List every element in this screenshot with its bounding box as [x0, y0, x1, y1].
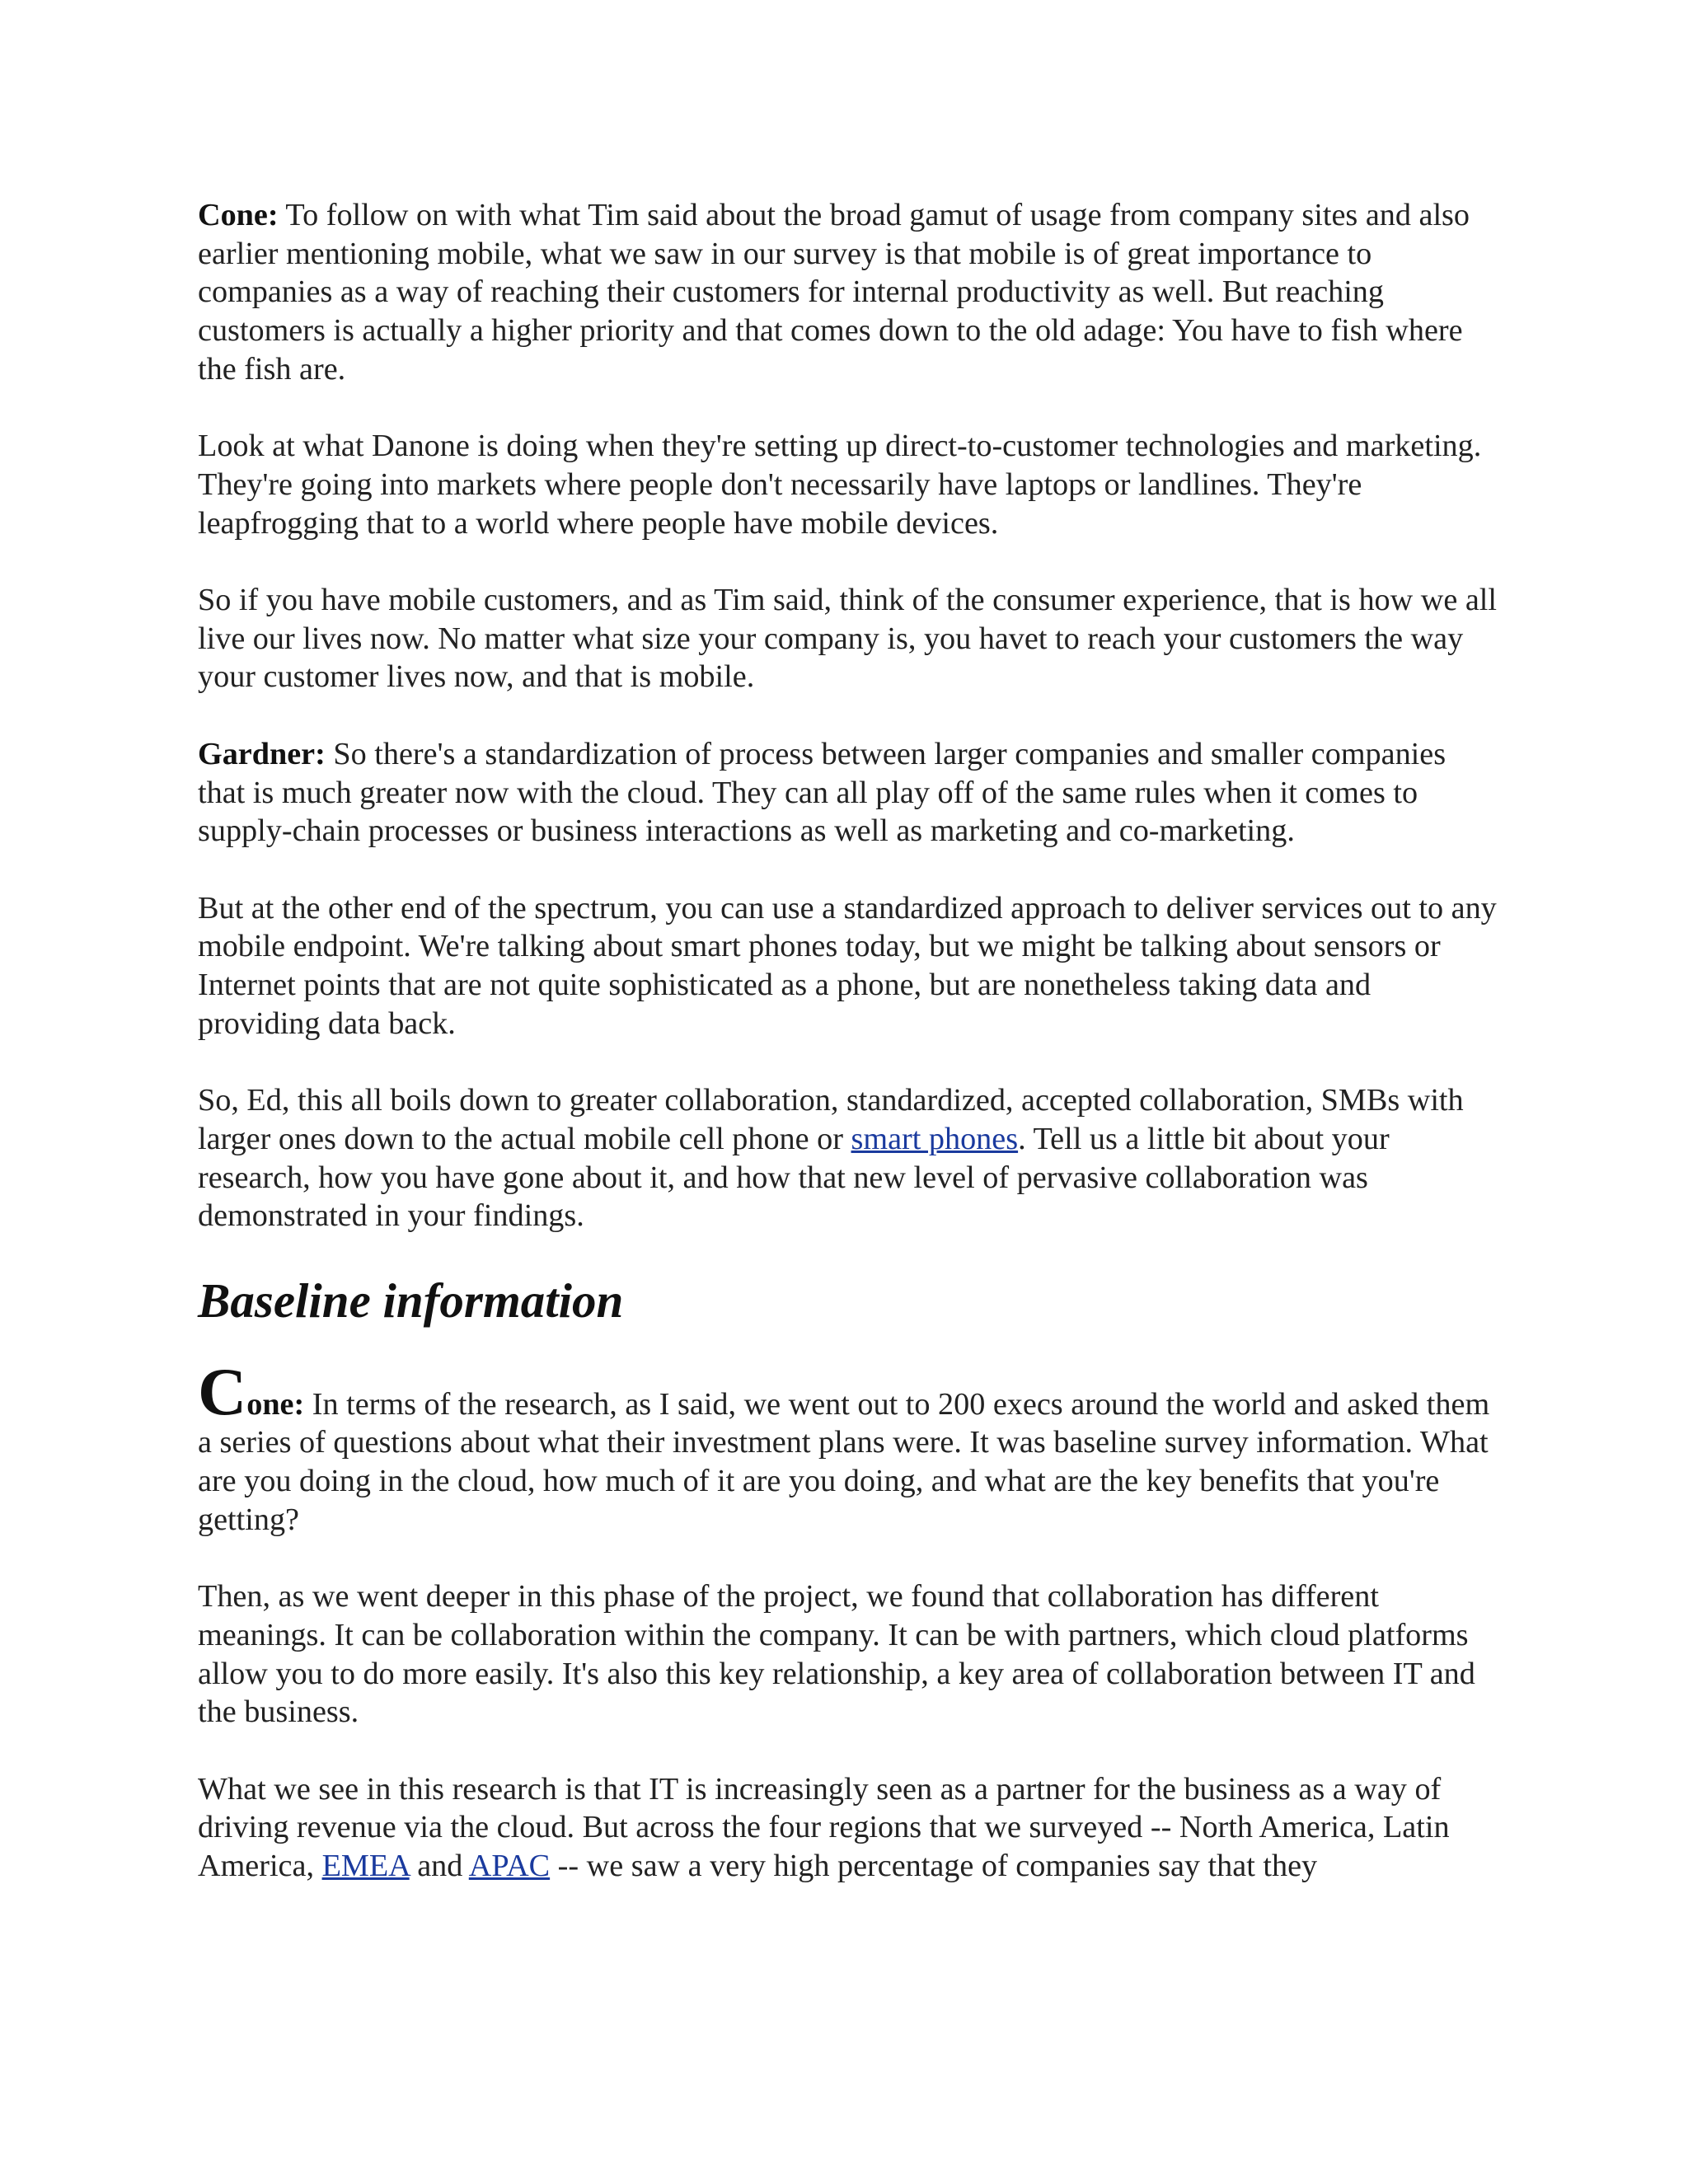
paragraph-text: But at the other end of the spectrum, you can use a standardized approach to deliver services out to any mobile endpoint. We're talking about smart phones today, but we might be talking about sensors or Internet points that are not quite sophisticated as a phone, but are nonetheless taking data and providing data back. — [198, 890, 1497, 1041]
section-heading: Baseline information — [198, 1272, 624, 1328]
paragraph-text: So, Ed, this all boils down to greater collaboration, standardized, accepted collaboration, SMBs with larger ones down to the actual mobile cell phone or — [198, 1083, 1464, 1156]
paragraph-text: Then, as we went deeper in this phase of the project, we found that collaboration has different meanings. It can be collaboration within the company. It can be with partners, which cloud platforms allow you to do more easily. It's also this key relationship, a key area of collaboration between IT and the business. — [198, 1579, 1475, 1730]
paragraph-cone-1 — [198, 196, 1500, 389]
paragraph-collaboration-meanings — [198, 1577, 1500, 1732]
smart-phones-link[interactable]: smart phones — [851, 1121, 1019, 1156]
emea-link[interactable]: EMEA — [321, 1849, 410, 1883]
paragraph-text: -- we saw a very high percentage of companies say that they — [550, 1849, 1318, 1883]
paragraph-danone — [198, 427, 1500, 542]
paragraph-mobile-customers — [198, 581, 1500, 696]
apac-link[interactable]: APAC — [468, 1849, 551, 1883]
paragraph-text: Look at what Danone is doing when they're setting up direct-to-customer technologies and marketing. They're going into markets where people don't necessarily have laptops or landlines. They're leapfrogging that to a world where people have mobile devices. — [198, 429, 1482, 541]
paragraph-spectrum — [198, 889, 1500, 1043]
paragraph-text: To follow on with what Tim said about the broad gamut of usage from company sites and also earlier mentioning mobile, what we saw in our survey is that mobile is of great importance to companies as a way of reaching their customers for internal productivity as well. But reaching customers is actually a higher priority and that comes down to the old adage: You have to fish where the fish are. — [198, 198, 1470, 387]
speaker-label: Gardner: — [198, 736, 326, 771]
paragraph-collaboration-question — [198, 1081, 1500, 1235]
paragraph-cone-2 — [198, 1353, 1500, 1540]
paragraph-text: In terms of the research, as I said, we went out to 200 execs around the world and asked them a series of questions about what their investment plans were. It was baseline survey information. What are you doing in the cloud, how much of it are you doing, and what are the key benefits that you're getting? — [198, 1386, 1490, 1537]
paragraph-text: and — [409, 1849, 469, 1883]
paragraph-regions — [198, 1770, 1500, 1886]
document-page — [198, 196, 1500, 1924]
paragraph-text: So there's a standardization of process between larger companies and smaller companies that is much greater now with the cloud. They can all play off of the same rules when it comes to supply-chain processes or business interactions as well as marketing and co-marketing. — [198, 736, 1447, 849]
speaker-label: Cone: — [198, 198, 279, 232]
paragraph-text: What we see in this research is that IT is increasingly seen as a partner for the business as a way of driving revenue via the cloud. But across the four regions that we surveyed -- North America, Latin America, — [198, 1771, 1450, 1883]
speaker-label-rest: one: — [246, 1386, 305, 1422]
paragraph-text: So if you have mobile customers, and as Tim said, think of the consumer experience, that is how we all live our lives now. No matter what size your company is, you havet to reach your customers the way your customer lives now, and that is mobile. — [198, 583, 1497, 695]
drop-cap-letter: C — [198, 1353, 247, 1429]
paragraph-gardner-1 — [198, 735, 1500, 851]
speaker-label — [198, 1353, 305, 1429]
paragraph-text: . Tell us a little bit about your research, how you have gone about it, and how that new level of pervasive collaboration was demonstrated in your findings. — [198, 1121, 1390, 1234]
